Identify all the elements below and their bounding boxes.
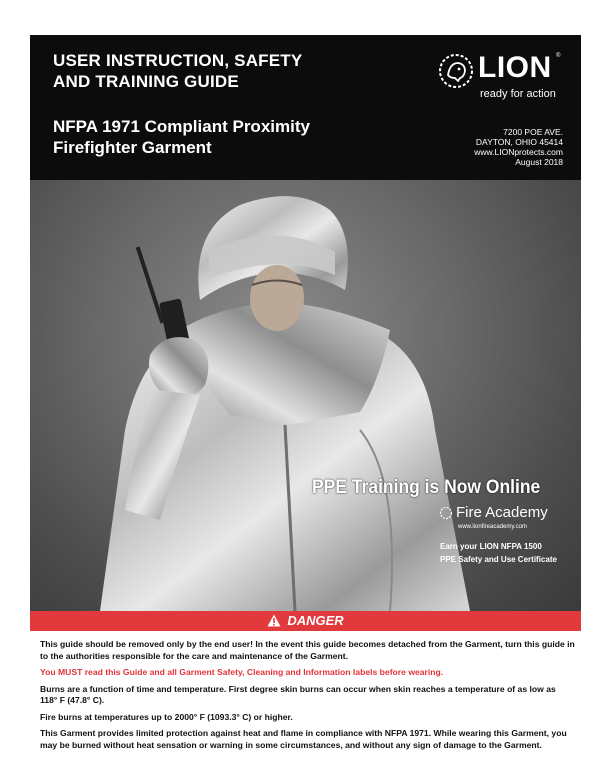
danger-banner bbox=[30, 611, 581, 631]
fire-academy-url[interactable]: www.lionfireacademy.com bbox=[458, 524, 527, 530]
address-street: 7200 POE AVE. bbox=[503, 127, 563, 137]
logo-registered-mark: ® bbox=[556, 53, 561, 59]
guide-subtitle bbox=[53, 116, 310, 158]
lion-head-icon bbox=[438, 53, 474, 89]
title-line-2: AND TRAINING GUIDE bbox=[53, 72, 239, 91]
fire-academy-icon bbox=[439, 506, 453, 520]
face bbox=[250, 265, 304, 331]
removal-warning: This guide should be removed only by the end user! In the event this guide becomes detached from the Garment, turn this guide in to the authorities responsible for the care and maintenance of the Garment. bbox=[40, 639, 575, 661]
address-city: DAYTON, OHIO 45414 bbox=[475, 137, 563, 147]
lion-logo bbox=[438, 51, 563, 107]
certificate-promo bbox=[440, 540, 557, 566]
company-address bbox=[474, 127, 563, 167]
title-line-1: USER INSTRUCTION, SAFETY bbox=[53, 51, 303, 70]
warning-triangle-icon bbox=[267, 614, 281, 627]
cert-line-1: Earn your LION NFPA 1500 bbox=[440, 542, 542, 551]
online-training-headline: PPE Training is Now Online bbox=[312, 477, 541, 498]
must-read-warning: You MUST read this Guide and all Garment Safety, Cleaning and Information labels before wearing. bbox=[40, 667, 444, 677]
header-band bbox=[30, 35, 581, 180]
safety-text bbox=[40, 639, 575, 756]
limited-protection-text: This Garment provides limited protection against heat and flame in compliance with NFPA 1971. While wearing this Garment, you may be burned without heat sensation or warning in some circumstances, and without any sign of damage to the Garment. bbox=[40, 728, 567, 750]
guide-title bbox=[53, 50, 302, 92]
radio-antenna bbox=[136, 246, 165, 323]
company-website: www.LIONprotects.com bbox=[474, 147, 563, 157]
subtitle-line-2: Firefighter Garment bbox=[53, 138, 212, 157]
logo-wordmark: LION bbox=[478, 51, 552, 84]
publication-date: August 2018 bbox=[515, 157, 563, 167]
cert-line-2: PPE Safety and Use Certificate bbox=[440, 555, 557, 564]
guide-cover bbox=[30, 35, 581, 760]
subtitle-line-1: NFPA 1971 Compliant Proximity bbox=[53, 117, 310, 136]
burn-temperature-text: Burns are a function of time and temperature. First degree skin burns can occur when skin reaches a temperature of as low as 118° F (47.8° C). bbox=[40, 683, 556, 705]
fire-temperature-text: Fire burns at temperatures up to 2000° F (1093.3° C) or higher. bbox=[40, 711, 293, 722]
firefighter-photo bbox=[30, 180, 581, 611]
logo-tagline: ready for action bbox=[480, 88, 556, 100]
danger-label: DANGER bbox=[287, 613, 344, 628]
fire-academy-name: Fire Academy bbox=[456, 504, 548, 521]
